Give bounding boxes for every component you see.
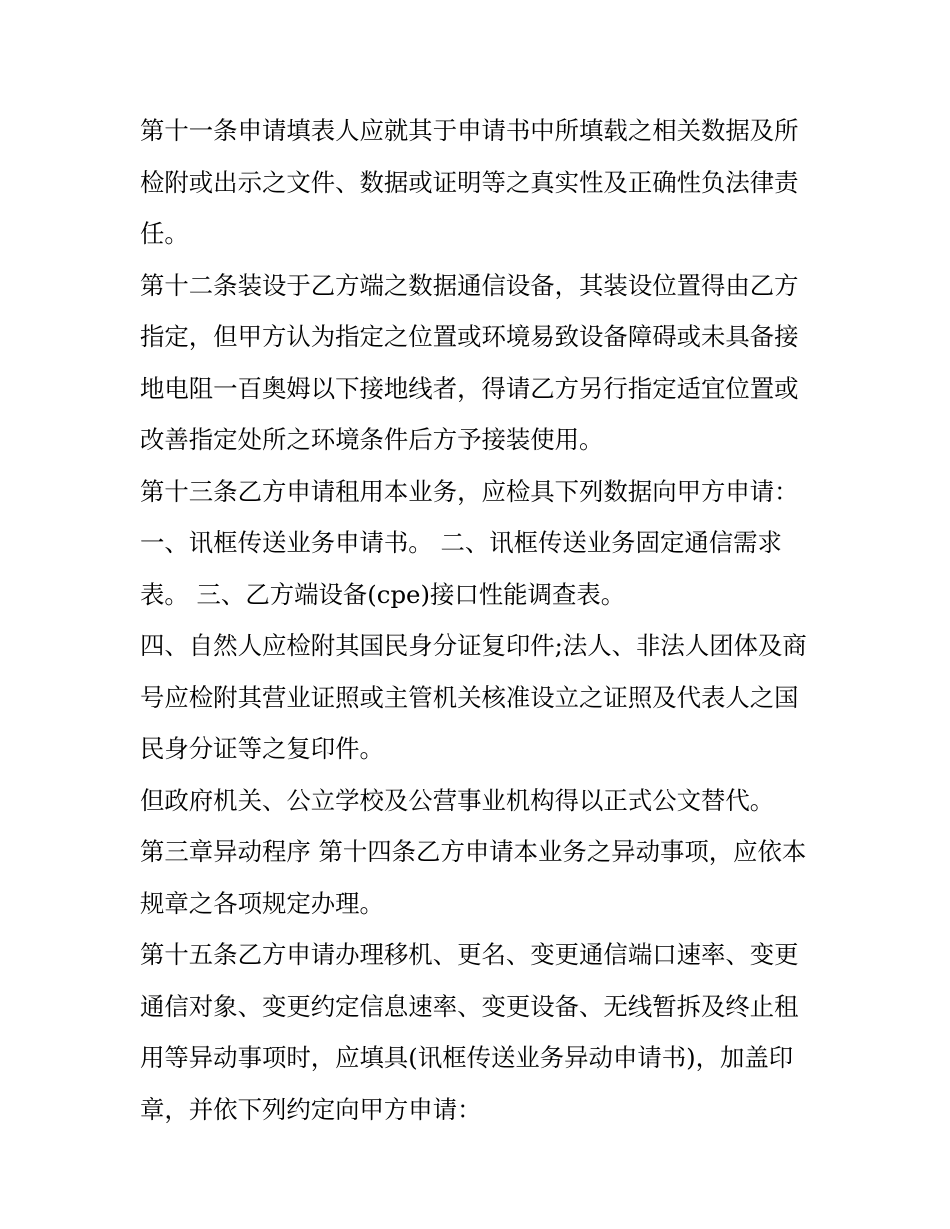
- paragraph-article-11: 第十一条申请填表人应就其于申请书中所填载之相关数据及所检附或出示之文件、数据或证明等之真实性及正确性负法律责任。: [140, 116, 799, 248]
- paragraph-article-13: 第十三条乙方申请租用本业务，应检具下列数据向甲方申请：: [140, 476, 799, 506]
- paragraph-list-item-4: 四、自然人应检附其国民身分证复印件;法人、非法人团体及商号应检附其营业证照或主管机关核准设立之证照及代表人之国民身分证等之复印件。: [140, 631, 807, 763]
- paragraph-list-items-1-3: 一、讯框传送业务申请书。 二、讯框传送业务固定通信需求表。 三、乙方端设备(cpe)接口性能调查表。: [140, 528, 782, 609]
- paragraph-exception: 但政府机关、公立学校及公营事业机构得以正式公文替代。: [140, 785, 775, 815]
- paragraph-chapter-3-article-14: 第三章异动程序 第十四条乙方申请本业务之异动事项，应依本规章之各项规定办理。: [140, 837, 807, 918]
- paragraph-article-12: 第十二条装设于乙方端之数据通信设备，其装设位置得由乙方指定，但甲方认为指定之位置或环境易致设备障碍或未具备接地电阻一百奥姆以下接地线者，得请乙方另行指定适宜位置或改善指定处所之环境条件后方予接装使用。: [140, 270, 799, 454]
- document-body: [140, 105, 820, 1135]
- paragraph-article-15: 第十五条乙方申请办理移机、更名、变更通信端口速率、变更通信对象、变更约定信息速率、变更设备、无线暂拆及终止租用等异动事项时，应填具(讯框传送业务异动申请书)，加盖印章，并依下列约定向甲方申请：: [140, 940, 799, 1124]
